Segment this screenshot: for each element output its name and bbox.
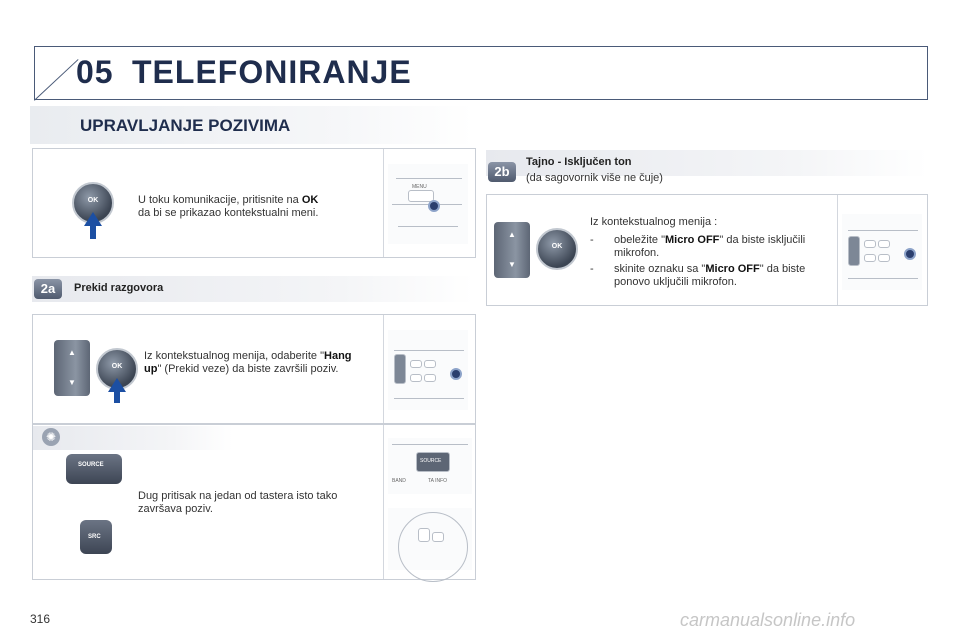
step-2a-badge: 2a [34,279,62,299]
step-1-text: U toku komunikacije, pritisnite na OK da bi se prikazao kontekstualni meni. [138,194,319,219]
press-arrow-stem [90,225,96,239]
source-button-icon: SOURCE [66,454,122,484]
radio-panel-illustration [388,330,468,410]
watermark: carmanualsonline.info [680,610,856,630]
step-2b-badge: 2b [488,162,516,182]
source-panel-illustration: SOURCE BAND TA INFO [388,438,472,494]
step-2b-divider [837,195,838,305]
scroll-rocker-icon: ▲ ▼ [494,222,530,278]
device-ok-knob-icon [450,368,462,380]
lightbulb-icon: ✺ [42,428,60,446]
steering-control-illustration [388,508,472,570]
src-button-icon: SRC [80,520,112,554]
radio-unit-illustration: MENU [388,164,468,244]
ok-knob-icon: OK [536,228,578,270]
chapter-title: TELEFONIRANJE [132,54,412,90]
step-2a-divider [383,315,384,423]
step-2a-title: Prekid razgovora [74,282,164,294]
page-number: 316 [30,612,51,626]
step-2b-bullet-1: - obeležite "Micro OFF" da biste isključili mikrofon. [590,234,806,259]
radio-panel-illustration [842,214,922,290]
tip-text: Dug pritisak na jedan od tastera isto tako završava poziv. [138,490,338,515]
step-2a-text: Iz kontekstualnog menija, odaberite "Hang up" (Prekid veze) da biste završili poziv. [144,350,352,375]
section-title: UPRAVLJANJE POZIVIMA [80,116,291,135]
tip-divider [383,425,384,579]
device-ok-knob-icon [428,200,440,212]
scroll-rocker-icon: ▲ ▼ [54,340,90,396]
device-ok-knob-icon [904,248,916,260]
press-arrow-icon [84,212,102,226]
step-2b-title: Tajno - Isključen ton [526,156,632,168]
step-2b-intro: Iz kontekstualnog menija : [590,216,718,228]
step-2b-subtitle: (da sagovornik više ne čuje) [526,172,663,184]
knob-label: OK [87,197,99,204]
ok-knob-icon: OK [96,348,138,390]
press-arrow-stem [114,391,120,403]
chapter-number: 05 [76,54,114,90]
tip-header-band [33,426,233,450]
press-arrow-icon [108,378,126,392]
step-1-divider [383,149,384,257]
step-2b-bullet-2: - skinite oznaku sa "Micro OFF" da biste ponovo uključili mikrofon. [590,263,806,288]
